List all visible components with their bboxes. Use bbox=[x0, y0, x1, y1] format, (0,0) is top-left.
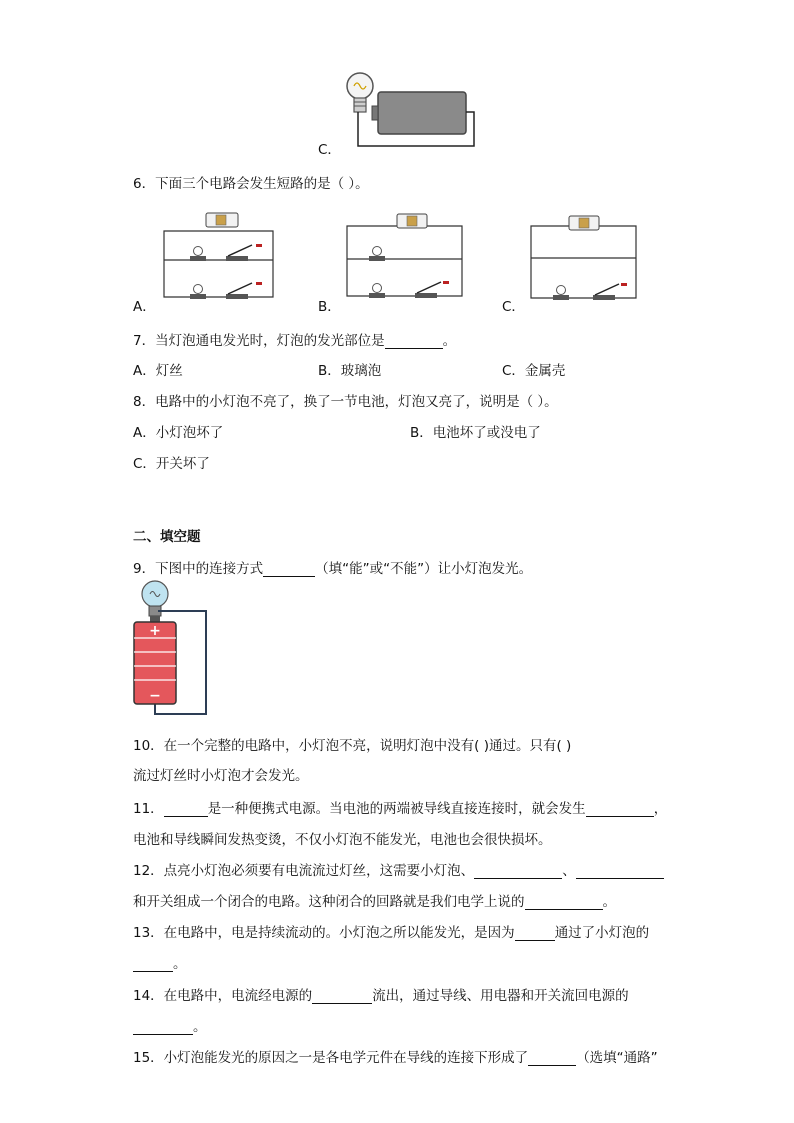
q11-line1: 11． 是一种便携式电源。当电池的两端被导线直接连接时，就会发生 ， bbox=[133, 801, 668, 817]
bulb-base-icon bbox=[354, 98, 366, 112]
bulb-icon bbox=[369, 247, 385, 262]
q13-line2: 。 bbox=[133, 952, 187, 972]
q13-line1: 13．在电路中，电是持续流动的。小灯泡之所以能发光，是因为 通过了小灯泡的 bbox=[133, 925, 650, 941]
battery-minus-sign: − bbox=[149, 688, 161, 704]
bulb-icon bbox=[190, 247, 206, 262]
q6-circuit-b bbox=[343, 208, 468, 303]
q6-circuit-a bbox=[160, 205, 280, 305]
q6-option-b-label: B． bbox=[318, 299, 341, 315]
battery-plus-sign: + bbox=[149, 623, 161, 639]
q7-option-a: A．灯丝 bbox=[133, 363, 183, 379]
q7-option-c: C．金属壳 bbox=[502, 363, 566, 379]
q12-line1: 12．点亮小灯泡必须要有电流流过灯丝，这需要小灯泡、 、 bbox=[133, 859, 664, 879]
q11-line2: 电池和导线瞬间发热变烫，不仅小灯泡不能发光，电池也会很快损坏。 bbox=[133, 832, 552, 848]
q6-stem: 6．下面三个电路会发生短路的是（ ）。 bbox=[133, 176, 369, 192]
section-title: 二、填空题 bbox=[133, 529, 201, 545]
q9-stem: 9．下图中的连接方式 （填“能”或“不能”）让小灯泡发光。 bbox=[133, 561, 533, 577]
bulb-icon bbox=[553, 286, 569, 301]
q15-line1: 15．小灯泡能发光的原因之一是各电学元件在导线的连接下形成了 （选填“通路” bbox=[133, 1050, 658, 1066]
q8-stem: 8．电路中的小灯泡不亮了，换了一节电池，灯泡又亮了，说明是（ ）。 bbox=[133, 394, 558, 410]
q12-line2: 和开关组成一个闭合的电路。这种闭合的回路就是我们电学上说的 。 bbox=[133, 894, 616, 910]
q7-stem: 7．当灯泡通电发光时，灯泡的发光部位是 。 bbox=[133, 333, 457, 349]
q6-option-a-label: A． bbox=[133, 299, 156, 315]
q10-line2: 流过灯丝时小灯泡才会发光。 bbox=[133, 768, 309, 784]
q6-option-c-label: C． bbox=[502, 299, 525, 315]
q8-option-c: C．开关坏了 bbox=[133, 456, 210, 472]
q6-circuit-c bbox=[527, 210, 642, 305]
q14-line2: 。 bbox=[133, 1015, 207, 1035]
q10-line1: 10．在一个完整的电路中，小灯泡不亮，说明灯泡中没有( )通过。只有( ) bbox=[133, 738, 572, 754]
q5c-circuit-figure bbox=[340, 68, 480, 148]
q5-option-c-label: C． bbox=[318, 142, 341, 158]
q7-option-b: B．玻璃泡 bbox=[318, 363, 382, 379]
q14-line1: 14．在电路中，电流经电源的 流出，通过导线、用电器和开关流回电源的 bbox=[133, 988, 629, 1004]
battery-icon bbox=[378, 92, 466, 134]
bulb-icon bbox=[369, 284, 385, 299]
q8-option-a: A．小灯泡坏了 bbox=[133, 425, 224, 441]
bulb-icon bbox=[190, 285, 206, 300]
q9-circuit-figure bbox=[128, 578, 218, 718]
q8-option-b: B．电池坏了或没电了 bbox=[410, 425, 541, 441]
switch-icon bbox=[226, 244, 262, 261]
